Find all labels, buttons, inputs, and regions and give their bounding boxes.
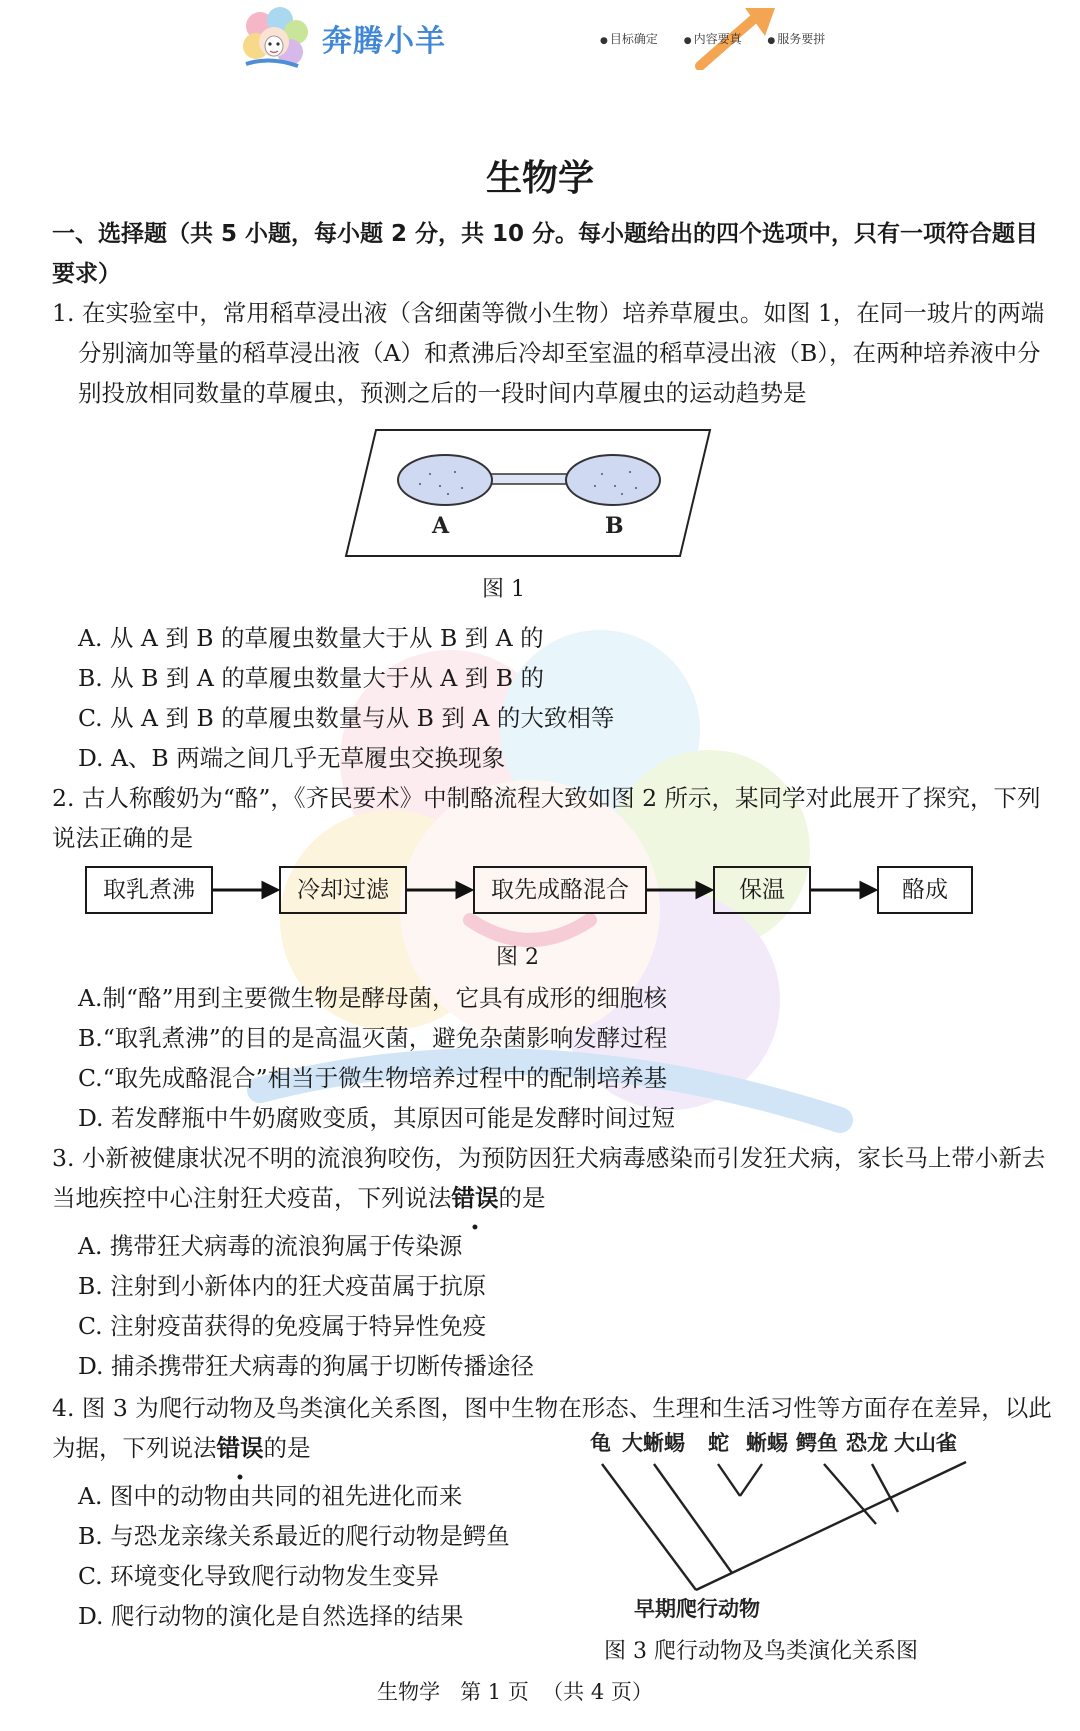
tree-label-crocodile: 鳄鱼 (796, 1431, 838, 1455)
tree-label-turtle: 龟 (590, 1431, 611, 1455)
slogan-tag: ● 服务要拼 (767, 32, 825, 46)
question-3-stem (52, 1138, 1052, 1218)
q2-option-d: D. 若发酵瓶中牛奶腐败变质，其原因可能是发酵时间过短 (78, 1104, 675, 1132)
header (0, 0, 1080, 120)
figure-2-caption: 图 2 (496, 945, 539, 970)
q1-option-d: D. A、B 两端之间几乎无草履虫交换现象 (78, 744, 506, 772)
question-stem-text: 3. 小新被健康状况不明的流浪狗咬伤，为预防因狂犬病毒感染而引发狂犬病，家长马上带小新去当地疾控中心注射狂犬疫苗，下列说法 (52, 1144, 1046, 1212)
slogan-tag: ● 目标确定 (600, 32, 658, 46)
q1-option-b: B. 从 B 到 A 的草履虫数量大于从 A 到 B 的 (78, 664, 544, 692)
figure-1-label-b: B (605, 513, 624, 539)
figure-1-label-a: A (432, 513, 450, 539)
emphasis-word: 错误 (451, 1184, 499, 1212)
tree-root-label: 早期爬行动物 (634, 1597, 760, 1621)
figure-1-slide (340, 428, 720, 558)
section-heading: 一、选择题（共 5 小题，每小题 2 分，共 10 分。每小题给出的四个选项中，只有一项符合题目要求） (52, 221, 1039, 287)
flow-step-5: 酪成 (877, 866, 973, 914)
question-stem-text: 的是 (263, 1434, 311, 1462)
figure-3-phylogeny-tree (586, 1428, 1006, 1628)
q4-option-c: C. 环境变化导致爬行动物发生变异 (78, 1562, 440, 1590)
flow-step-2: 冷却过滤 (279, 866, 407, 914)
flow-step-4: 保温 (713, 866, 811, 914)
slogan-tag: ● 内容要真 (684, 32, 742, 46)
question-1-stem (52, 293, 1052, 413)
q2-option-b: B.“取乳煮沸”的目的是高温灭菌，避免杂菌影响发酵过程 (78, 1024, 668, 1052)
question-stem-text: 4. 图 3 为爬行动物及鸟类演化关系图，图中生物在形态、生理和生活习性等方面存在差异，以此为据，下列说法 (52, 1394, 1052, 1462)
figure-3-caption: 图 3 爬行动物及鸟类演化关系图 (604, 1639, 918, 1664)
tree-label-snake: 蛇 (708, 1431, 729, 1455)
figure-1-caption: 图 1 (482, 577, 525, 602)
question-stem-text: 1. 在实验室中，常用稻草浸出液（含细菌等微小生物）培养草履虫。如图 1，在同一玻片的两端分别滴加等量的稻草浸出液（A）和煮沸后冷却至室温的稻草浸出液（B），在两种培养液中分别投放相同数量的草履虫，预测之后的一段时间内草履虫的运动趋势是 (52, 299, 1045, 407)
tree-label-tuatara: 大蜥蜴 (622, 1431, 685, 1455)
q4-option-d: D. 爬行动物的演化是自然选择的结果 (78, 1602, 464, 1630)
question-stem-text: 2. 古人称酸奶为“酪”，《齐民要术》中制酪流程大致如图 2 所示，某同学对此展开了探究，下列说法正确的是 (52, 784, 1041, 852)
emphasis-word: 错误 (216, 1434, 264, 1462)
q2-option-a: A.制“酪”用到主要微生物是酵母菌，它具有成形的细胞核 (78, 984, 667, 1012)
tree-label-dinosaur: 恐龙 (846, 1431, 888, 1455)
sheep-logo-icon (240, 6, 312, 72)
question-stem-text: 的是 (498, 1184, 546, 1212)
figure-2-flowchart (85, 866, 965, 926)
q3-option-b: B. 注射到小新体内的狂犬疫苗属于抗原 (78, 1272, 487, 1300)
slogan-tags (600, 30, 847, 47)
q3-option-d: D. 捕杀携带狂犬病毒的狗属于切断传播途径 (78, 1352, 534, 1380)
tree-label-tit: 大山雀 (894, 1431, 957, 1455)
question-2-stem (52, 778, 1052, 858)
page-footer: 生物学 第 1 页 （共 4 页） (377, 1680, 653, 1704)
q3-option-a: A. 携带狂犬病毒的流浪狗属于传染源 (78, 1232, 463, 1260)
q4-option-b: B. 与恐龙亲缘关系最近的爬行动物是鳄鱼 (78, 1522, 510, 1550)
flow-step-3: 取先成酪混合 (473, 866, 647, 914)
q1-option-c: C. 从 A 到 B 的草履虫数量与从 B 到 A 的大致相等 (78, 704, 615, 732)
q3-option-c: C. 注射疫苗获得的免疫属于特异性免疫 (78, 1312, 487, 1340)
flow-step-1: 取乳煮沸 (85, 866, 213, 914)
brand-name: 奔腾小羊 (322, 24, 446, 59)
q4-option-a: A. 图中的动物由共同的祖先进化而来 (78, 1482, 463, 1510)
q2-option-c: C.“取先成酪混合”相当于微生物培养过程中的配制培养基 (78, 1064, 668, 1092)
tree-label-lizard: 蜥蜴 (746, 1431, 788, 1455)
q1-option-a: A. 从 A 到 B 的草履虫数量大于从 B 到 A 的 (78, 624, 544, 652)
page-title: 生物学 (485, 158, 594, 199)
flow-arrows-icon (85, 866, 965, 914)
